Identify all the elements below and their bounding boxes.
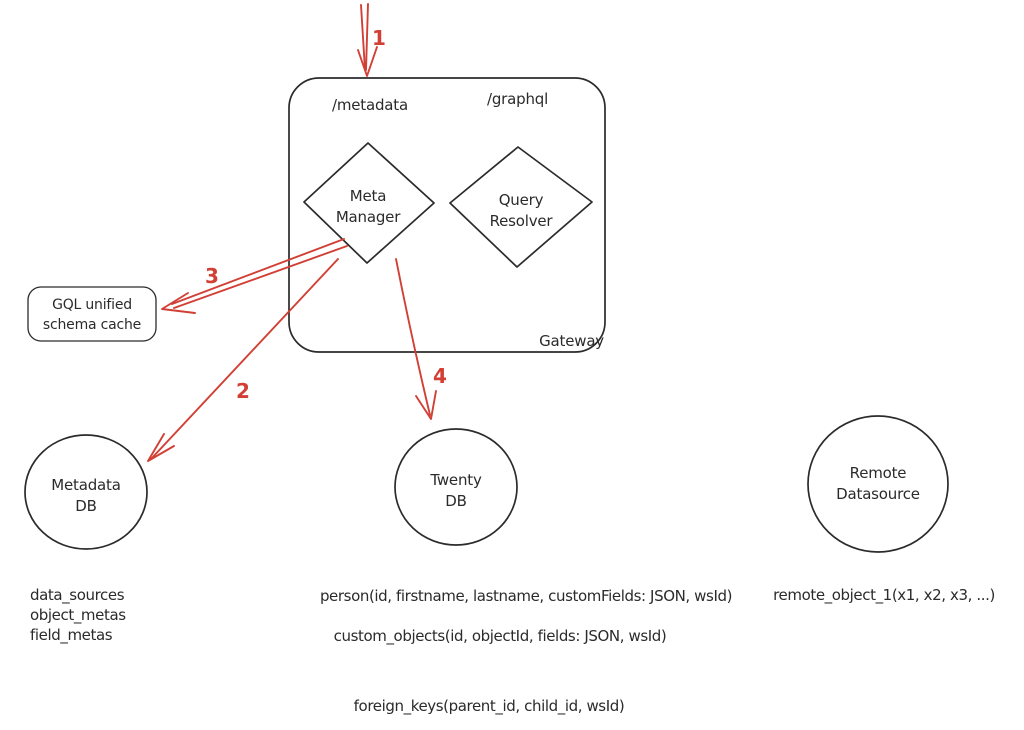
step-4-label: 4 (433, 364, 447, 388)
flow-arrow-1 (358, 4, 386, 76)
arrow-2-shaft (151, 259, 338, 459)
gateway-container (289, 78, 605, 352)
meta-manager-label-line1: Meta (349, 187, 387, 205)
metadata-db-table-2: object_metas (30, 606, 126, 624)
query-resolver-label-line2: Resolver (489, 212, 553, 230)
arrow-4-shaft (396, 259, 430, 415)
arrow-1-shaft-b (366, 4, 368, 70)
schema-cache-label-line1: GQL unified (52, 297, 132, 313)
twenty-db-node (320, 429, 732, 716)
metadata-db-table-3: field_metas (30, 626, 113, 644)
step-3-label: 3 (205, 264, 219, 288)
twenty-db-label-line1: Twenty (430, 471, 482, 489)
flow-arrow-3 (162, 239, 347, 313)
remote-datasource-label-line1: Remote (849, 464, 907, 482)
remote-datasource-table-1: remote_object_1(x1, x2, x3, ...) (773, 586, 995, 604)
query-resolver-node (450, 147, 592, 267)
arrow-3-shaft-a (172, 239, 344, 304)
metadata-db-node (25, 435, 147, 645)
remote-datasource-node (773, 416, 995, 605)
route-graphql-label: /graphql (487, 90, 549, 108)
schema-cache-node (28, 287, 156, 341)
gateway-label: Gateway (539, 332, 604, 350)
twenty-db-table-1: person(id, firstname, lastname, customFields: JSON, wsId) (319, 587, 733, 605)
flow-arrow-2 (148, 259, 338, 461)
schema-cache-label-line2: schema cache (42, 317, 142, 333)
metadata-db-table-1: data_sources (30, 586, 125, 604)
flow-arrow-4 (396, 259, 447, 419)
metadata-db-label-line2: DB (75, 497, 97, 515)
step-2-label: 2 (236, 379, 250, 403)
metadata-db-label-line1: Metadata (51, 476, 121, 494)
twenty-db-label-line2: DB (445, 492, 467, 510)
twenty-db-table-2: custom_objects(id, objectId, fields: JSON, wsId) (333, 627, 667, 645)
meta-manager-node (304, 143, 434, 263)
query-resolver-label-line1: Query (498, 191, 544, 209)
step-1-label: 1 (372, 26, 386, 50)
remote-datasource-label-line2: Datasource (836, 485, 920, 503)
route-metadata-label: /metadata (332, 96, 408, 114)
remote-datasource-circle (808, 416, 948, 552)
meta-manager-label-line2: Manager (335, 208, 401, 226)
twenty-db-table-3: foreign_keys(parent_id, child_id, wsId) (353, 697, 625, 715)
